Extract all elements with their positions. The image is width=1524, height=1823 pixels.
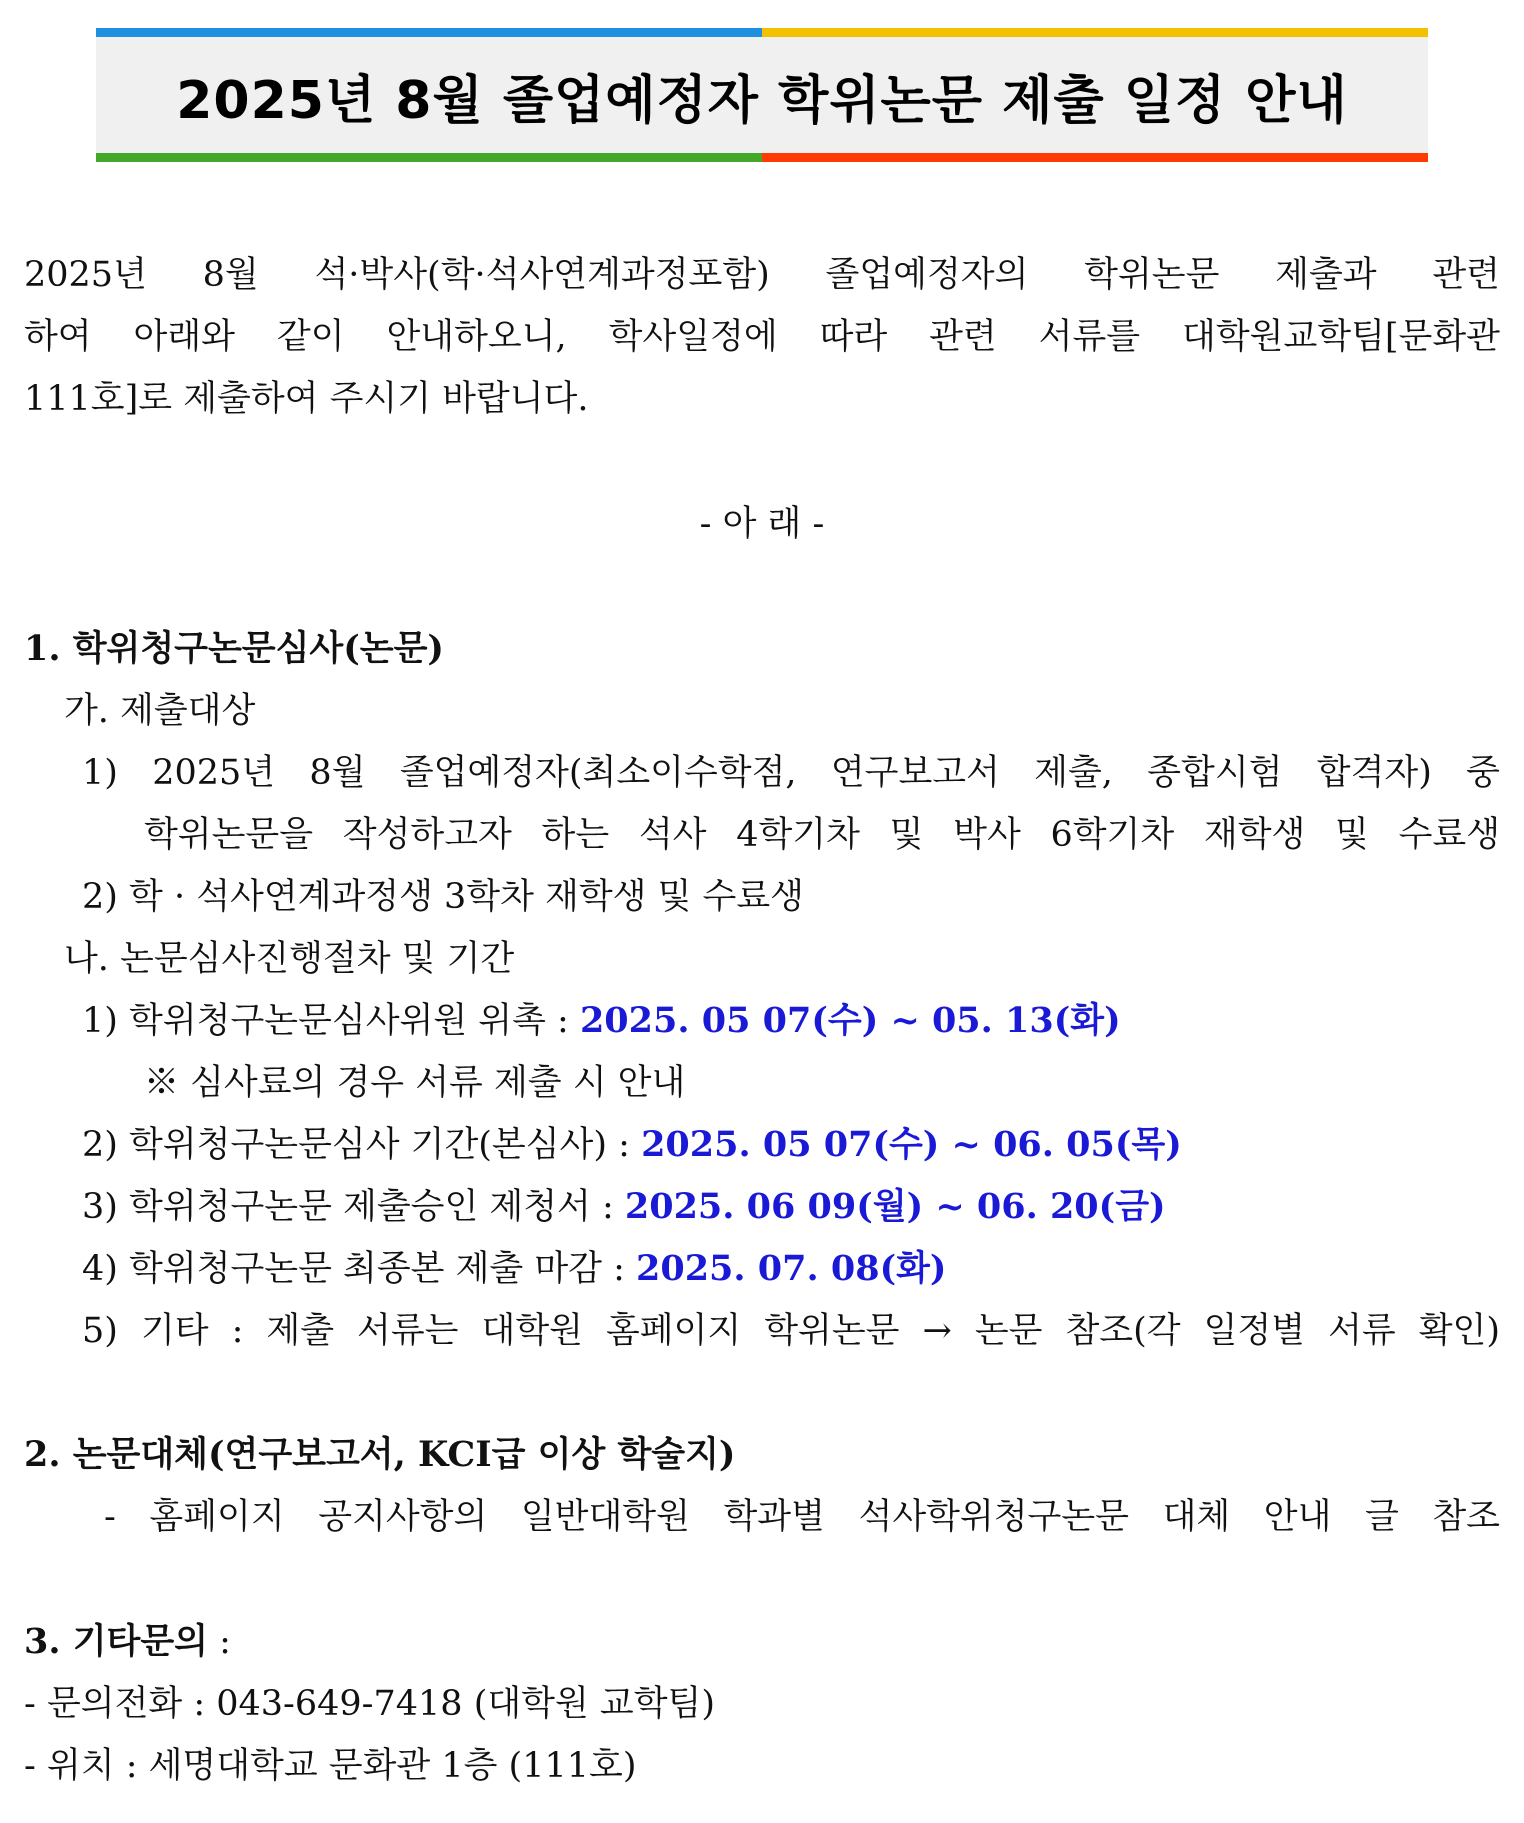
below-heading: - 아 래 - xyxy=(699,504,825,544)
section-3-heading-text: 3. 기타문의 xyxy=(24,1621,208,1662)
schedule-item-1-label: 1) 학위청구논문심사위원 위촉 : xyxy=(82,1001,580,1041)
schedule-item-3 xyxy=(82,1185,1166,1229)
schedule-item-3-label: 3) 학위청구논문 제출승인 제청서 : xyxy=(82,1187,625,1227)
schedule-item-3-date: 2025. 06 09(월) ~ 06. 20(금) xyxy=(624,1186,1166,1227)
intro-line-3: 111호]로 제출하여 주시기 바랍니다. xyxy=(24,379,589,419)
schedule-item-4-label: 4) 학위청구논문 최종본 제출 마감 : xyxy=(82,1249,636,1289)
title-banner xyxy=(96,28,1428,162)
section-3-heading-colon: : xyxy=(207,1622,231,1662)
schedule-item-2 xyxy=(82,1123,1182,1167)
section-2-heading: 2. 논문대체(연구보고서, KCI급 이상 학술지) xyxy=(24,1434,736,1475)
section-1-ga-label: 가. 제출대상 xyxy=(64,691,256,731)
page-title: 2025년 8월 졸업예정자 학위논문 제출 일정 안내 xyxy=(176,70,1348,131)
section-1-ga-item-1-line-2: 학위논문을 작성하고자 하는 석사 4학기차 및 박사 6학기차 재학생 및 수료생 xyxy=(144,815,1500,855)
intro-line-1: 2025년 8월 석·박사(학·석사연계과정포함) 졸업예정자의 학위논문 제출과 관련 xyxy=(24,255,1500,295)
section-1-ga-item-2: 2) 학 · 석사연계과정생 3학차 재학생 및 수료생 xyxy=(82,877,804,917)
schedule-item-2-date: 2025. 05 07(수) ~ 06. 05(목) xyxy=(641,1124,1182,1165)
section-2-line: - 홈페이지 공지사항의 일반대학원 학과별 석사학위청구논문 대체 안내 글 참조 xyxy=(104,1497,1500,1537)
schedule-item-1 xyxy=(82,999,1121,1043)
section-3-heading xyxy=(24,1620,231,1664)
contact-phone: - 문의전화 : 043-649-7418 (대학원 교학팀) xyxy=(24,1684,715,1724)
section-1-heading: 1. 학위청구논문심사(논문) xyxy=(24,628,444,669)
schedule-item-5: 5) 기타 : 제출 서류는 대학원 홈페이지 학위논문 → 논문 참조(각 일정별 서류 확인) xyxy=(82,1311,1500,1351)
intro-line-2: 하여 아래와 같이 안내하오니, 학사일정에 따라 관련 서류를 대학원교학팀[문화관 xyxy=(24,317,1500,357)
schedule-item-2-label: 2) 학위청구논문심사 기간(본심사) : xyxy=(82,1125,642,1165)
contact-location: - 위치 : 세명대학교 문화관 1층 (111호) xyxy=(24,1746,637,1786)
section-1-na-label: 나. 논문심사진행절차 및 기간 xyxy=(64,939,515,979)
schedule-item-1-date: 2025. 05 07(수) ~ 05. 13(화) xyxy=(579,1000,1121,1041)
schedule-item-4 xyxy=(82,1247,947,1291)
schedule-item-4-date: 2025. 07. 08(화) xyxy=(636,1248,947,1289)
section-1-ga-item-1-line-1: 1) 2025년 8월 졸업예정자(최소이수학점, 연구보고서 제출, 종합시험 합격자) 중 xyxy=(82,753,1500,793)
schedule-item-1-note: ※ 심사료의 경우 서류 제출 시 안내 xyxy=(144,1063,686,1103)
